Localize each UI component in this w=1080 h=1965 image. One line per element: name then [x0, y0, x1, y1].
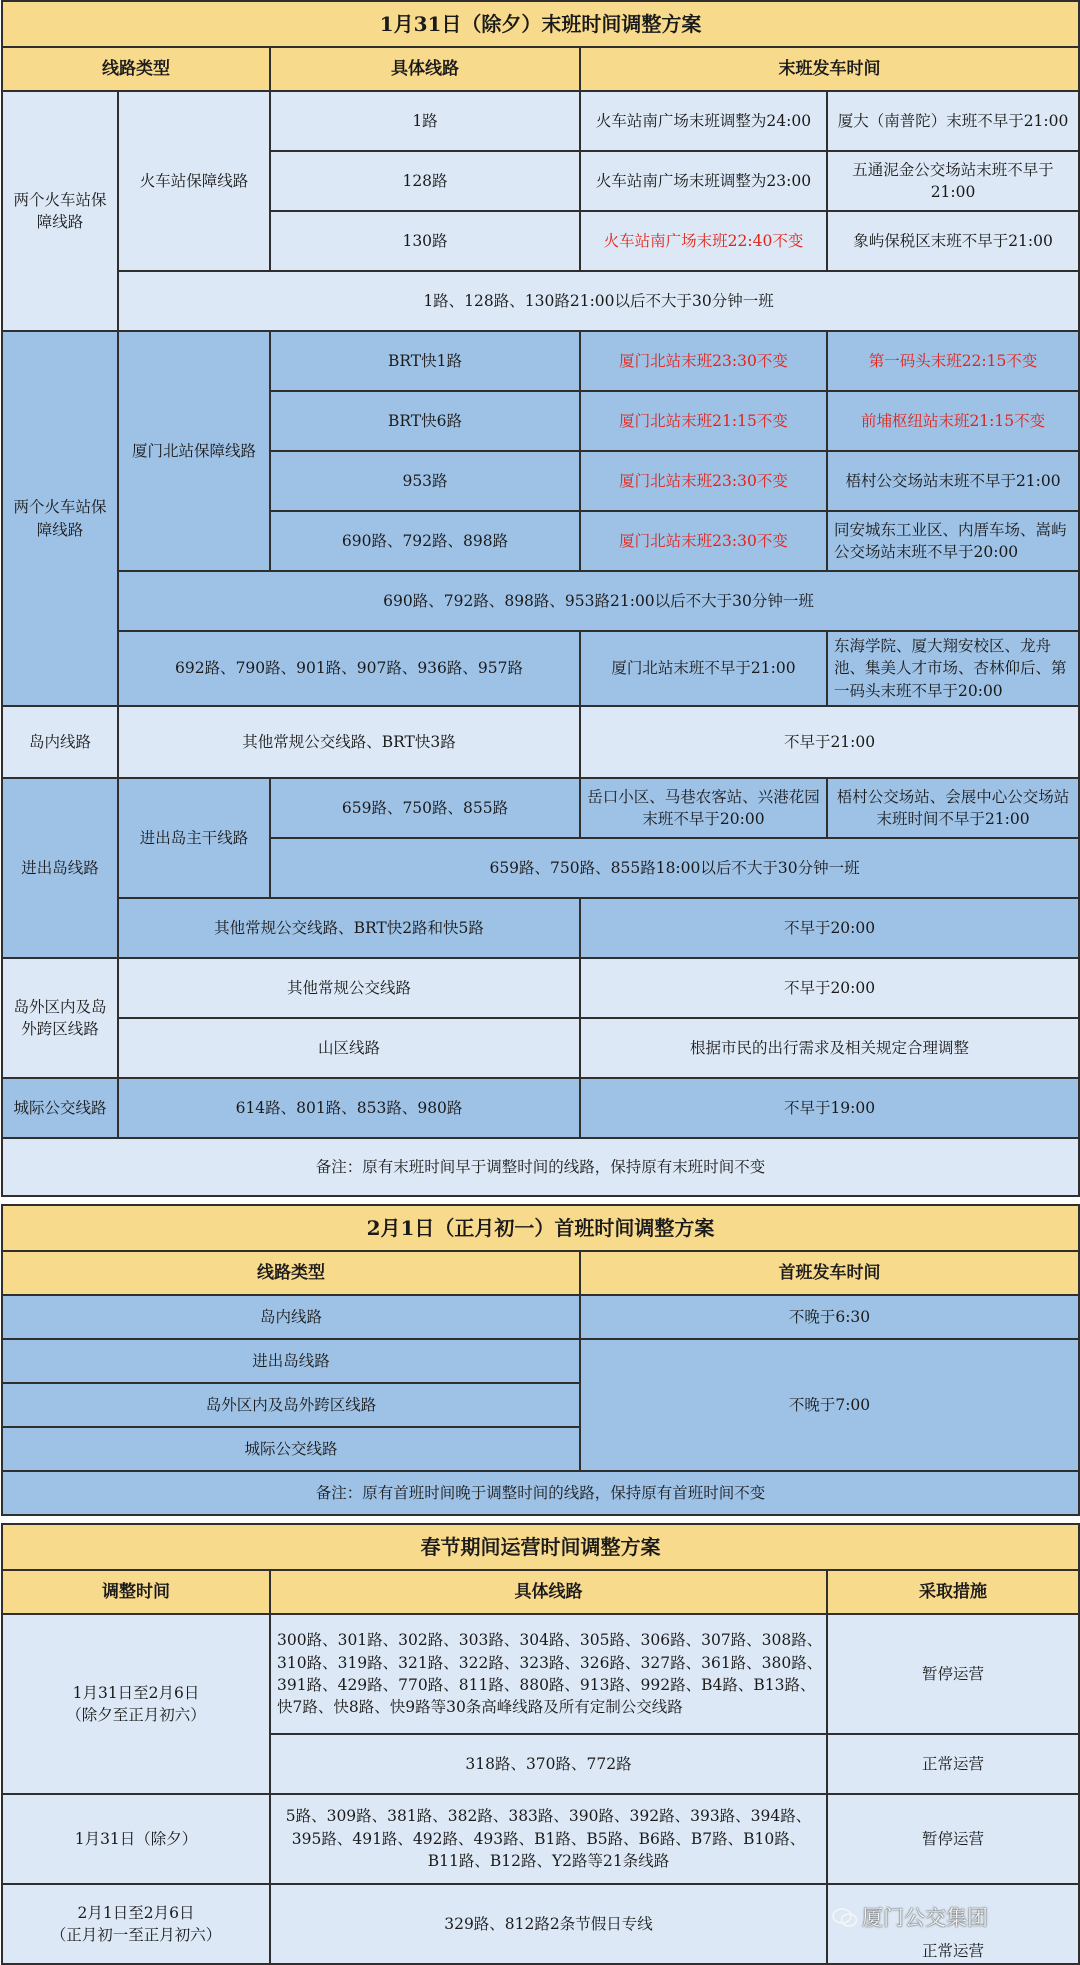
period-cell: 1月31日（除夕） — [2, 1794, 270, 1884]
time-cell: 不早于19:00 — [580, 1078, 1079, 1138]
period-cell — [2, 1884, 270, 1964]
route-line: 300路、301路、302路、303路、304路、305路、306路、307路、308路、 — [277, 1631, 823, 1650]
route-type-cell: 城际公交线路 — [2, 1427, 580, 1471]
last-bus-table — [1, 0, 1080, 1197]
time-cell-highlight: 厦门北站末班21:15不变 — [580, 391, 827, 451]
period-line: （正月初一至正月初六） — [50, 1926, 222, 1944]
period-cell — [2, 1614, 270, 1794]
route-cell: BRT快6路 — [270, 391, 580, 451]
measure-cell: 正常运营 — [827, 1884, 1079, 1964]
time-cell: 同安城东工业区、内厝车场、嵩屿公交场站末班不早于20:00 — [827, 511, 1079, 571]
time-cell: 根据市民的出行需求及相关规定合理调整 — [580, 1018, 1079, 1078]
route-line: 310路、319路、321路、322路、323路、326路、327路、361路、380路、 — [277, 1653, 823, 1672]
festival-schedule-table — [1, 1523, 1080, 1965]
table2-title: 2月1日（正月初一）首班时间调整方案 — [2, 1205, 1079, 1251]
route-type-cell: 岛内线路 — [2, 706, 118, 778]
route-cell: 953路 — [270, 451, 580, 511]
route-cell: 329路、812路2条节假日专线 — [270, 1884, 827, 1964]
frequency-note: 1路、128路、130路21:00以后不大于30分钟一班 — [118, 271, 1079, 331]
route-cell: 其他常规公交线路 — [118, 958, 580, 1018]
time-cell-highlight: 前埔枢纽站末班21:15不变 — [827, 391, 1079, 451]
route-cell: 128路 — [270, 151, 580, 211]
subtype-cell: 进出岛主干线路 — [118, 778, 270, 898]
route-type-cell: 两个火车站保障线路 — [2, 91, 118, 331]
time-cell-highlight: 第一码头末班22:15不变 — [827, 331, 1079, 391]
period-line: 1月31日至2月6日 — [72, 1683, 200, 1702]
route-type-cell: 两个火车站保障线路 — [2, 331, 118, 706]
period-line: 2月1日至2月6日 — [77, 1903, 195, 1922]
route-cell: 692路、790路、901路、907路、936路、957路 — [118, 631, 580, 706]
route-cell: 其他常规公交线路、BRT快3路 — [118, 706, 580, 778]
time-cell-highlight: 厦门北站末班23:30不变 — [580, 331, 827, 391]
measure-cell: 暂停运营 — [827, 1794, 1079, 1884]
route-type-cell: 岛内线路 — [2, 1295, 580, 1339]
header-first-bus-time: 首班发车时间 — [580, 1251, 1079, 1295]
route-line: 395路、491路、492路、493路、B1路、B5路、B6路、B7路、B10路、 — [291, 1829, 806, 1848]
header-route-type: 线路类型 — [2, 47, 270, 91]
route-line: B11路、B12路、Y2路等21条线路 — [427, 1852, 670, 1871]
table1-note: 备注：原有末班时间早于调整时间的线路，保持原有末班时间不变 — [2, 1138, 1079, 1196]
frequency-note: 659路、750路、855路18:00以后不大于30分钟一班 — [270, 838, 1079, 898]
time-cell: 不早于20:00 — [580, 958, 1079, 1018]
header-last-bus-time: 末班发车时间 — [580, 47, 1079, 91]
time-cell: 不晚于7:00 — [580, 1339, 1079, 1471]
route-cell: BRT快1路 — [270, 331, 580, 391]
table2-note: 备注：原有首班时间晚于调整时间的线路，保持原有首班时间不变 — [2, 1471, 1079, 1515]
time-cell: 火车站南广场末班调整为23:00 — [580, 151, 827, 211]
table1-title: 1月31日（除夕）末班时间调整方案 — [2, 1, 1079, 47]
time-cell: 梧村公交场站末班不早于21:00 — [827, 451, 1079, 511]
route-cell: 其他常规公交线路、BRT快2路和快5路 — [118, 898, 580, 958]
wechat-icon — [832, 1908, 858, 1928]
time-cell-highlight: 火车站南广场末班22:40不变 — [580, 211, 827, 271]
route-type-cell: 岛外区内及岛外跨区线路 — [2, 958, 118, 1078]
time-cell-highlight: 厦门北站末班23:30不变 — [580, 511, 827, 571]
route-list-cell — [270, 1614, 827, 1734]
route-type-cell: 城际公交线路 — [2, 1078, 118, 1138]
route-cell: 130路 — [270, 211, 580, 271]
time-cell: 东海学院、厦大翔安校区、龙舟池、集美人才市场、杏林仰后、第一码头末班不早于20:00 — [827, 631, 1079, 706]
route-cell: 614路、801路、853路、980路 — [118, 1078, 580, 1138]
time-cell-highlight: 厦门北站末班23:30不变 — [580, 451, 827, 511]
route-cell: 山区线路 — [118, 1018, 580, 1078]
time-cell: 厦门北站末班不早于21:00 — [580, 631, 827, 706]
brand-name: 厦门公交集团 — [862, 1906, 988, 1930]
route-line: 391路、429路、770路、811路、880路、913路、992路、B4路、B13路、 — [277, 1676, 816, 1694]
time-cell: 不早于21:00 — [580, 706, 1079, 778]
route-line: 5路、309路、381路、382路、383路、390路、392路、393路、394路、 — [285, 1807, 812, 1826]
frequency-note: 690路、792路、898路、953路21:00以后不大于30分钟一班 — [118, 571, 1079, 631]
time-cell: 梧村公交场站、会展中心公交场站末班时间不早于21:00 — [827, 778, 1079, 838]
route-type-cell: 进出岛线路 — [2, 1339, 580, 1383]
period-line: （除夕至正月初六） — [66, 1706, 206, 1724]
brand-watermark — [832, 1902, 988, 1932]
time-cell: 不晚于6:30 — [580, 1295, 1079, 1339]
subtype-cell: 火车站保障线路 — [118, 91, 270, 271]
subtype-cell: 厦门北站保障线路 — [118, 331, 270, 571]
route-type-cell: 岛外区内及岛外跨区线路 — [2, 1383, 580, 1427]
time-cell: 不早于20:00 — [580, 898, 1079, 958]
table3-title: 春节期间运营时间调整方案 — [2, 1524, 1079, 1570]
time-cell: 岳口小区、马巷农客站、兴港花园末班不早于20:00 — [580, 778, 827, 838]
route-cell: 690路、792路、898路 — [270, 511, 580, 571]
time-cell: 厦大（南普陀）末班不早于21:00 — [827, 91, 1079, 151]
route-cell: 1路 — [270, 91, 580, 151]
route-list-cell — [270, 1794, 827, 1884]
time-cell: 五通泥金公交场站末班不早于21:00 — [827, 151, 1079, 211]
header-specific-route: 具体线路 — [270, 47, 580, 91]
first-bus-table — [1, 1204, 1080, 1516]
time-cell: 火车站南广场末班调整为24:00 — [580, 91, 827, 151]
route-type-cell: 进出岛线路 — [2, 778, 118, 958]
header-measure: 采取措施 — [827, 1570, 1079, 1614]
route-cell: 318路、370路、772路 — [270, 1734, 827, 1794]
route-line: 快7路、快8路、快9路等30条高峰线路及所有定制公交线路 — [277, 1698, 683, 1717]
time-cell: 象屿保税区末班不早于21:00 — [827, 211, 1079, 271]
header-route-type: 线路类型 — [2, 1251, 580, 1295]
measure-cell: 暂停运营 — [827, 1614, 1079, 1734]
header-adjust-time: 调整时间 — [2, 1570, 270, 1614]
measure-cell: 正常运营 — [827, 1734, 1079, 1794]
route-cell: 659路、750路、855路 — [270, 778, 580, 838]
header-specific-route: 具体线路 — [270, 1570, 827, 1614]
